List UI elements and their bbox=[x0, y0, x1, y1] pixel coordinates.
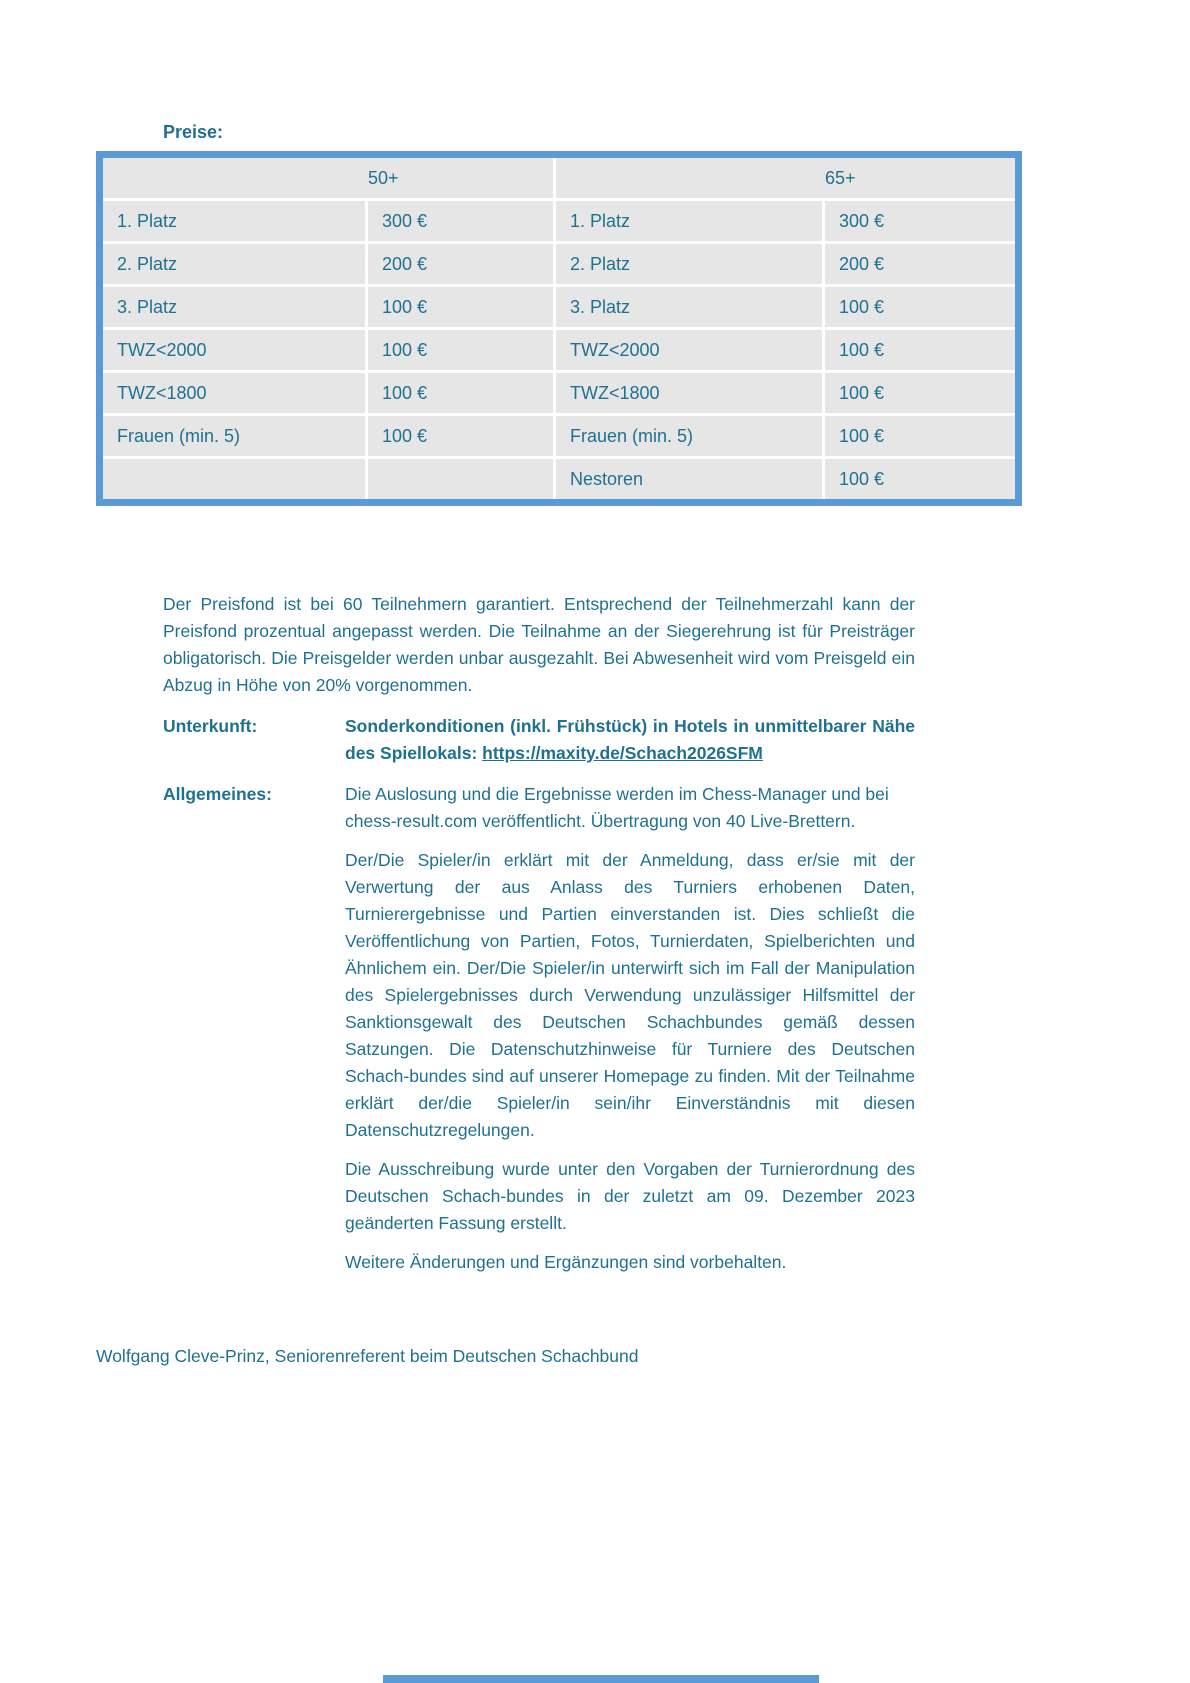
next-page-table-border bbox=[383, 1675, 819, 1683]
table-cell: Nestoren bbox=[556, 459, 822, 499]
table-cell: 300 € bbox=[368, 201, 553, 241]
prize-table bbox=[96, 151, 1022, 506]
prize-fund-paragraph: Der Preisfond ist bei 60 Teilnehmern garantiert. Entsprechend der Teilnehmerzahl kann der Preisfond prozentual angepasst werden. Die Teilnahme an der Siegerehrung ist für Preisträger obligatorisch. Die Preisgelder werden unbar ausgezahlt. Bei Abwesenheit wird vom Preisgeld ein Abzug in Höhe von 20% vorgenommen. bbox=[163, 594, 915, 695]
table-cell: Frauen (min. 5) bbox=[103, 416, 365, 456]
table-cell: 1. Platz bbox=[103, 201, 365, 241]
table-cell: 100 € bbox=[368, 287, 553, 327]
table-cell: 100 € bbox=[368, 330, 553, 370]
table-cell: TWZ<2000 bbox=[103, 330, 365, 370]
table-header-65plus-cell bbox=[556, 158, 1015, 198]
table-cell: 1. Platz bbox=[556, 201, 822, 241]
accommodation-section bbox=[163, 713, 1190, 767]
column-header-50plus: 50+ bbox=[368, 167, 399, 188]
table-cell: 2. Platz bbox=[556, 244, 822, 284]
table-cell: 100 € bbox=[825, 459, 1015, 499]
prizes-heading: Preise: bbox=[163, 122, 224, 142]
table-cell bbox=[368, 459, 553, 499]
general-section bbox=[163, 781, 1190, 1276]
table-cell: TWZ<1800 bbox=[103, 373, 365, 413]
signature-line: Wolfgang Cleve-Prinz, Seniorenreferent beim Deutschen Schachbund bbox=[96, 1346, 639, 1366]
table-cell: 200 € bbox=[825, 244, 1015, 284]
table-cell: 2. Platz bbox=[103, 244, 365, 284]
table-cell: TWZ<1800 bbox=[556, 373, 822, 413]
column-header-65plus: 65+ bbox=[825, 167, 856, 188]
general-paragraph-changes-reserved: Weitere Änderungen und Ergänzungen sind vorbehalten. bbox=[345, 1252, 787, 1272]
general-content bbox=[345, 781, 915, 1276]
table-cell: 100 € bbox=[825, 373, 1015, 413]
table-cell: Frauen (min. 5) bbox=[556, 416, 822, 456]
table-cell: 100 € bbox=[825, 416, 1015, 456]
table-cell: 200 € bbox=[368, 244, 553, 284]
general-paragraph-publication: Die Auslosung und die Ergebnisse werden im Chess-Manager und bei chess-result.com veröffentlicht. Übertragung von 40 Live-Brettern. bbox=[345, 784, 889, 831]
table-cell: 100 € bbox=[825, 287, 1015, 327]
table-cell: 300 € bbox=[825, 201, 1015, 241]
accommodation-text-prefix: Sonderkonditionen (inkl. Frühstück) in Hotels in unmittelbarer Nähe des Spiellokals: bbox=[345, 716, 915, 763]
accommodation-label: Unterkunft: bbox=[163, 716, 258, 736]
general-paragraph-tournament-rules: Die Ausschreibung wurde unter den Vorgaben der Turnierordnung des Deutschen Schach-bundes in der zuletzt am 09. Dezember 2023 geänderten Fassung erstellt. bbox=[345, 1159, 915, 1233]
table-cell: 3. Platz bbox=[556, 287, 822, 327]
general-label: Allgemeines: bbox=[163, 784, 272, 804]
table-header-50plus-cell bbox=[103, 158, 553, 198]
accommodation-link[interactable]: https://maxity.de/Schach2026SFM bbox=[482, 743, 763, 763]
table-cell: 100 € bbox=[825, 330, 1015, 370]
table-cell bbox=[103, 459, 365, 499]
table-cell: 3. Platz bbox=[103, 287, 365, 327]
table-cell: 100 € bbox=[368, 416, 553, 456]
table-cell: TWZ<2000 bbox=[556, 330, 822, 370]
accommodation-text bbox=[345, 713, 915, 767]
general-paragraph-data-consent: Der/Die Spieler/in erklärt mit der Anmeldung, dass er/sie mit der Verwertung der aus Anlass des Turniers erhobenen Daten, Turnierergebnisse und Partien einverstanden ist. Dies schließt die Veröffentlichung von Partien, Fotos, Turnierdaten, Spielberichten und Ähnlichem ein. Der/Die Spieler/in unterwirft sich im Fall der Manipulation des Spielergebnisses durch Verwendung unzulässiger Hilfsmittel der Sanktionsgewalt des Deutschen Schachbundes gemäß dessen Satzungen. Die Datenschutzhinweise für Turniere des Deutschen Schach-bundes sind auf unserer Homepage zu finden. Mit der Teilnahme erklärt der/die Spieler/in sein/ihr Einverständnis mit diesen Datenschutzregelungen. bbox=[345, 850, 915, 1140]
table-cell: 100 € bbox=[368, 373, 553, 413]
